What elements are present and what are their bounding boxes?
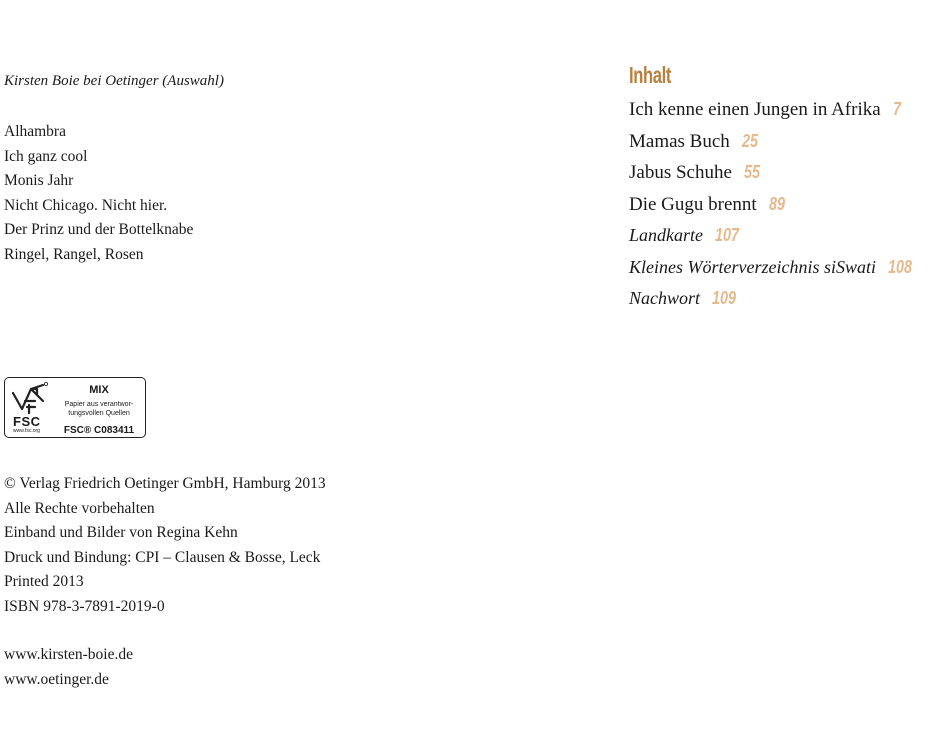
toc-heading: Inhalt bbox=[629, 62, 672, 88]
toc-entry-title: Ich kenne einen Jungen in Afrika bbox=[629, 99, 881, 120]
toc-entry-page: 55 bbox=[743, 162, 760, 182]
toc-entry-page: 107 bbox=[715, 225, 740, 245]
imprint-list bbox=[4, 472, 326, 620]
fsc-description-line: tungsvollen Quellen bbox=[68, 409, 130, 417]
fsc-license-code: FSC® C083411 bbox=[63, 425, 135, 436]
table-of-contents bbox=[629, 60, 942, 315]
toc-entry-title: Kleines Wörterverzeichnis siSwati bbox=[629, 256, 876, 277]
toc-entry-page: 108 bbox=[887, 256, 913, 277]
toc-entry[interactable] bbox=[629, 220, 942, 252]
series-title-item: Monis Jahr bbox=[4, 172, 74, 190]
fsc-description-line: Papier aus verantwor- bbox=[64, 401, 134, 408]
toc-entry-title: Jabus Schuhe bbox=[629, 162, 732, 183]
series-title-item: Ich ganz cool bbox=[4, 147, 88, 165]
toc-entry[interactable] bbox=[629, 283, 942, 315]
toc-entry-title: Landkarte bbox=[629, 225, 703, 245]
fsc-mix-label: MIX bbox=[89, 384, 109, 396]
imprint-line: Printed 2013 bbox=[4, 573, 84, 591]
imprint-line: ISBN 978-3-7891-2019-0 bbox=[4, 597, 165, 615]
toc-list bbox=[629, 94, 942, 315]
website-list bbox=[4, 643, 133, 692]
toc-entry-title: Die Gugu brennt bbox=[629, 193, 757, 215]
series-title-item: Ringel, Rangel, Rosen bbox=[4, 245, 144, 263]
series-title-item: Der Prinz und der Bottelknabe bbox=[4, 221, 194, 239]
website-link[interactable]: www.oetinger.de bbox=[4, 670, 109, 688]
series-title-item: Nicht Chicago. Nicht hier. bbox=[4, 196, 168, 214]
toc-entry-title: Nachwort bbox=[629, 288, 701, 308]
toc-entry-page: 89 bbox=[768, 193, 785, 214]
fsc-description bbox=[55, 401, 143, 418]
fsc-logo bbox=[4, 377, 146, 438]
series-title-item: Alhambra bbox=[4, 123, 66, 140]
fsc-brand-text: FSC bbox=[13, 414, 41, 429]
imprint-line: Alle Rechte vorbehalten bbox=[4, 499, 155, 517]
fsc-label-block bbox=[55, 384, 143, 436]
website-link[interactable]: www.kirsten-boie.de bbox=[4, 646, 133, 663]
toc-entry[interactable] bbox=[629, 189, 942, 221]
imprint-line: Druck und Bindung: CPI – Clausen & Bosse, Leck bbox=[4, 548, 321, 566]
toc-entry[interactable] bbox=[629, 126, 942, 158]
toc-entry-page: 7 bbox=[892, 99, 901, 119]
series-heading: Kirsten Boie bei Oetinger (Auswahl) bbox=[4, 73, 224, 89]
series-title-list bbox=[4, 120, 193, 268]
fsc-web-text: www.fsc.org bbox=[13, 428, 40, 434]
toc-entry-title: Mamas Buch bbox=[629, 130, 730, 152]
toc-entry[interactable] bbox=[629, 94, 942, 126]
imprint-line: © Verlag Friedrich Oetinger GmbH, Hamburg 2013 bbox=[4, 475, 326, 492]
toc-entry-page: 109 bbox=[712, 288, 737, 308]
toc-entry[interactable] bbox=[629, 157, 942, 189]
imprint-line: Einband und Bilder von Regina Kehn bbox=[4, 524, 238, 542]
toc-entry[interactable] bbox=[629, 252, 942, 284]
toc-entry-page: 25 bbox=[741, 130, 758, 151]
